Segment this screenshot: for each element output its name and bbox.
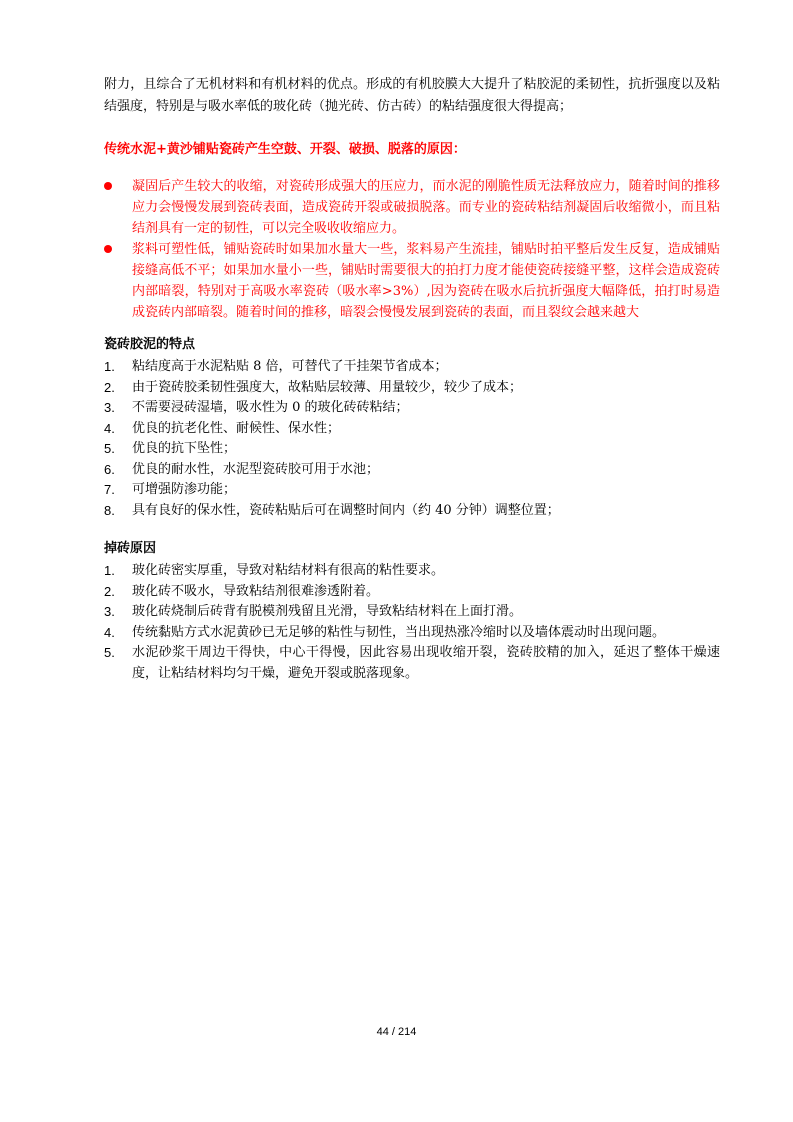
- item-text: 水泥砂浆干周边干得快，中心干得慢，因此容易出现收缩开裂，瓷砖胶精的加入，延迟了整体干燥速度，让粘结材料均匀干燥，避免开裂或脱落现象。: [132, 645, 720, 681]
- item-text: 具有良好的保水性，瓷砖粘贴后可在调整时间内（约 40 分钟）调整位置；: [132, 502, 560, 518]
- item-number: 4.: [104, 420, 115, 436]
- list-item: [104, 176, 720, 239]
- list-item: [104, 561, 720, 582]
- list-item: [104, 480, 720, 501]
- item-text: 不需要浸砖湿墙，吸水性为 0 的玻化砖砖粘结；: [132, 400, 409, 415]
- item-number: 3.: [104, 604, 115, 619]
- item-number: 2.: [104, 379, 115, 395]
- item-number: 2.: [104, 583, 115, 599]
- item-number: 1.: [104, 359, 115, 374]
- list-item: [104, 501, 720, 522]
- item-number: 4.: [104, 624, 115, 640]
- item-text: 玻化砖烧制后砖背有脱模剂残留且光滑，导致粘结材料在上面打滑。: [132, 604, 523, 619]
- section-heading-causes: 掉砖原因: [104, 541, 157, 556]
- list-item: [104, 643, 720, 684]
- list-item: [104, 398, 720, 419]
- item-text: 优良的耐水性，水泥型瓷砖胶可用于水池；: [132, 461, 380, 477]
- bullet-dot-icon: [104, 182, 112, 190]
- item-number: 6.: [104, 461, 115, 477]
- list-item: [104, 460, 720, 481]
- bullet-text: 凝固后产生较大的收缩，对瓷砖形成强大的压应力，而水泥的刚脆性质无法释放应力，随着时间的推移应力会慢慢发展到瓷砖表面，造成瓷砖开裂或破损脱落。而专业的瓷砖粘结剂凝固后收缩微小，而且粘结剂具有一定的韧性，可以完全吸收收缩应力。: [132, 179, 720, 236]
- item-text: 玻化砖不吸水，导致粘结剂很难渗透附着。: [132, 583, 380, 599]
- list-item: [104, 582, 720, 603]
- item-number: 8.: [104, 502, 115, 518]
- item-number: 3.: [104, 400, 115, 415]
- item-text: 玻化砖密实厚重，导致对粘结材料有很高的粘性要求。: [132, 563, 445, 578]
- list-item: [104, 357, 720, 378]
- red-section-heading: 传统水泥+黄沙铺贴瓷砖产生空鼓、开裂、破损、脱落的原因：: [104, 142, 466, 157]
- item-text: 粘结度高于水泥粘贴 8 倍，可替代了干挂架节省成本；: [132, 359, 448, 374]
- list-item: [104, 378, 720, 399]
- bullet-text: 浆料可塑性低，铺贴瓷砖时如果加水量大一些，浆料易产生流挂，铺贴时拍平整后发生反复，造成铺贴接缝高低不平；如果加水量小一些，铺贴时需要很大的拍打力度才能使瓷砖接缝平整，这样会造成瓷砖内部暗裂，特别对于高吸水率瓷砖（吸水率>3%）,因为瓷砖在吸水后抗折强度大幅降低，拍打时易造成瓷砖内部暗裂。随着时间的推移，暗裂会慢慢发展到瓷砖的表面，而且裂纹会越来越大: [132, 242, 720, 320]
- item-text: 优良的抗老化性、耐候性、保水性；: [132, 420, 341, 436]
- list-item: [104, 419, 720, 440]
- list-item: [104, 439, 720, 460]
- page-content: [104, 74, 720, 684]
- page-number: 44 / 214: [376, 1026, 417, 1038]
- red-bullet-list: [104, 176, 720, 323]
- list-item: [104, 602, 720, 623]
- item-number: 5.: [104, 441, 115, 456]
- bullet-dot-icon: [104, 245, 112, 253]
- item-number: 1.: [104, 563, 115, 578]
- list-item: [104, 623, 720, 644]
- item-text: 由于瓷砖胶柔韧性强度大，故粘贴层较薄、用量较少，较少了成本；: [132, 379, 523, 395]
- item-text: 可增强防渗功能；: [132, 482, 237, 497]
- item-text: 传统黏贴方式水泥黄砂已无足够的粘性与韧性，当出现热涨冷缩时以及墙体震动时出现问题。: [132, 624, 666, 640]
- item-number: 5.: [104, 645, 115, 660]
- features-list: [104, 357, 720, 521]
- item-number: 7.: [104, 482, 115, 497]
- section-heading-features: 瓷砖胶泥的特点: [104, 337, 196, 352]
- section-falling-tiles: [104, 539, 720, 684]
- causes-list: [104, 561, 720, 684]
- list-item: [104, 239, 720, 323]
- item-text: 优良的抗下坠性；: [132, 441, 237, 456]
- intro-paragraph: 附力，且综合了无机材料和有机材料的优点。形成的有机胶膜大大提升了粘胶泥的柔韧性，抗折强度以及粘结强度，特别是与吸水率低的玻化砖（抛光砖、仿古砖）的粘结强度很大得提高；: [104, 77, 720, 114]
